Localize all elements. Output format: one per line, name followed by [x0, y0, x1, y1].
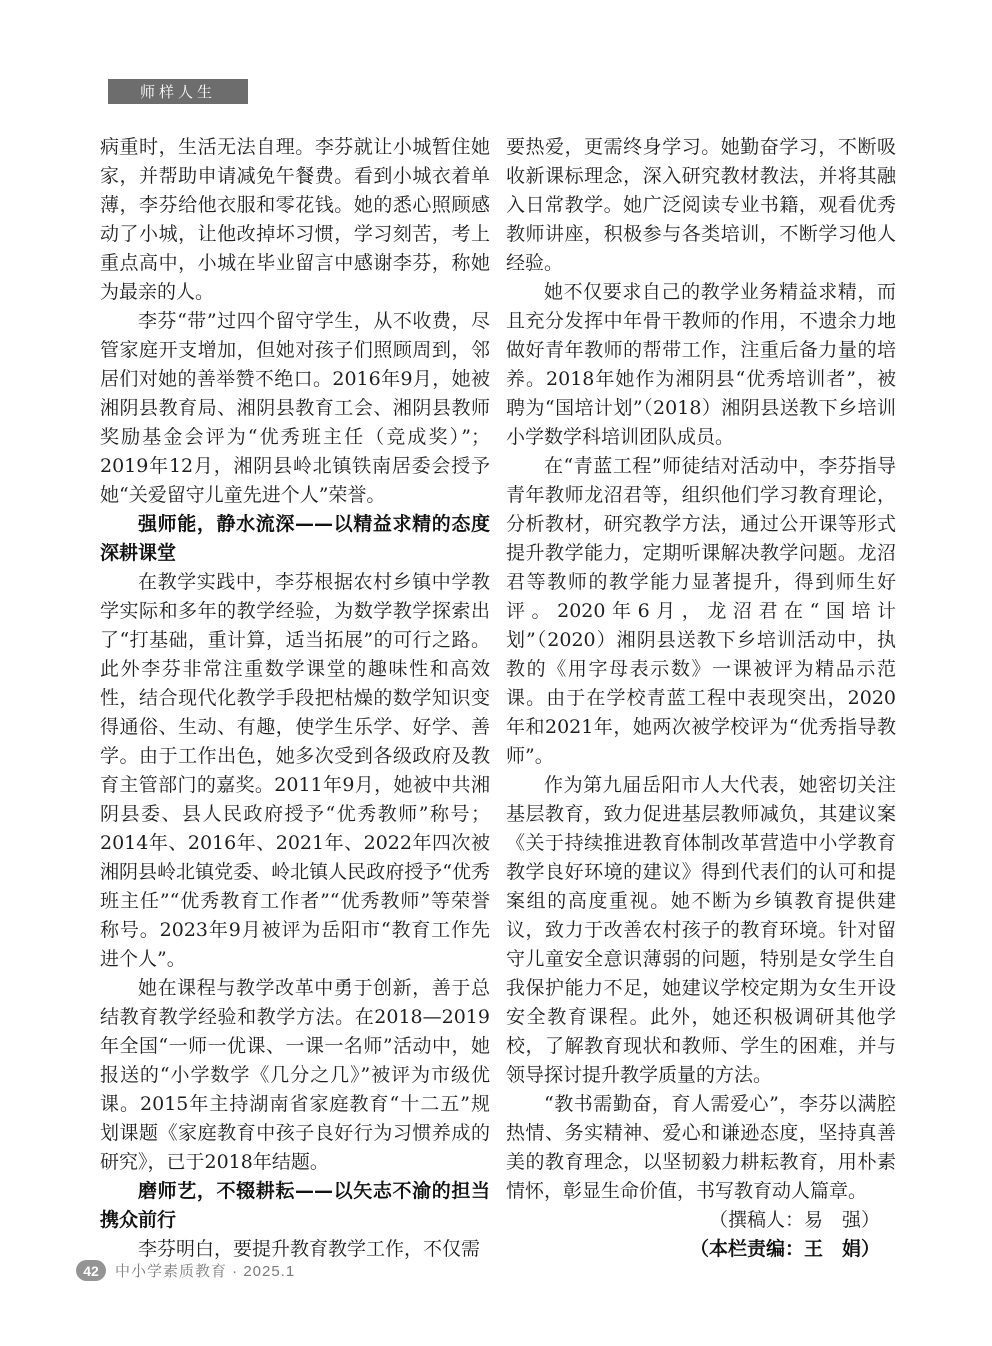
paragraph: 她不仅要求自己的教学业务精益求精，而且充分发挥中年骨干教师的作用，不遗余力地做好青年教师的帮带工作，注重后备力量的培养。2018年她作为湘阴县“优秀培训者”，被聘为“国培计划”（2018）湘阴县送教下乡培训小学数学科培训团队成员。 [506, 281, 896, 448]
journal-title: 中小学素质教育 · 2025.1 [115, 1263, 296, 1280]
page-number-badge: 42 [76, 1260, 106, 1281]
article-body [100, 133, 896, 1264]
paragraph: 李芬明白，要提升教育教学工作，不仅需 [138, 1238, 481, 1260]
editor-credit: （本栏责编：王 娟） [689, 1238, 880, 1260]
paragraph: “教书需勤奋，育人需爱心”，李芬以满腔热情、务实精神、爱心和谦逊态度，坚持真善美的教育理念，以坚韧毅力耕耘教育，用朴素情怀，彰显生命价值，书写教育动人篇章。 [506, 1093, 896, 1202]
paragraph-continued: 要热爱，更需终身学习。她勤奋学习，不断吸收新课标理念，深入研究教材教法，并将其融入日常教学。她广泛阅读专业书籍，观看优秀教师讲座，积极参与各类培训，不断学习他人经验。 [506, 136, 896, 274]
author-credit: （撰稿人：易 强） [708, 1209, 880, 1231]
left-column [100, 133, 490, 1264]
right-column [506, 133, 896, 1264]
paragraph-continued: 病重时，生活无法自理。李芬就让小城暂住她家，并帮助申请减免午餐费。看到小城衣着单薄，李芬给他衣服和零花钱。她的悉心照顾感动了小城，让他改掉坏习惯，学习刻苦，考上重点高中，小城在毕业留言中感谢李芬，称她为最亲的人。 [100, 136, 490, 303]
section-heading-1: 强师能，静水流深——以精益求精的态度深耕课堂 [100, 513, 490, 564]
section-heading-2: 磨师艺，不辍耕耘——以矢志不渝的担当携众前行 [100, 1180, 490, 1231]
section-tag-label: 师样人生 [139, 84, 216, 101]
paragraph: 李芬“带”过四个留守学生，从不收费，尽管家庭开支增加，但她对孩子们照顾周到，邻居们对她的善举赞不绝口。2016年9月，她被湘阴县教育局、湘阴县教育工会、湘阴县教师奖励基金会评为“优秀班主任（竞成奖）”；2019年12月，湘阴县岭北镇铁南居委会授予她“关爱留守儿童先进个人”荣誉。 [100, 310, 490, 506]
section-tag [108, 79, 248, 104]
page-footer [76, 1260, 295, 1281]
paragraph: 在教学实践中，李芬根据农村乡镇中学教学实际和多年的教学经验，为数学教学探索出了“打基础，重计算，适当拓展”的可行之路。此外李芬非常注重数学课堂的趣味性和高效性，结合现代化教学手段把枯燥的数学知识变得通俗、生动、有趣，使学生乐学、好学、善学。由于工作出色，她多次受到各级政府及教育主管部门的嘉奖。2011年9月，她被中共湘阴县委、县人民政府授予“优秀教师”称号；2014年、2016年、2021年、2022年四次被湘阴县岭北镇党委、岭北镇人民政府授予“优秀班主任”“优秀教育工作者”“优秀教师”等荣誉称号。2023年9月被评为岳阳市“教育工作先进个人”。 [100, 571, 490, 970]
paragraph: 她在课程与教学改革中勇于创新，善于总结教育教学经验和教学方法。在2018—2019年全国“一师一优课、一课一名师”活动中，她报送的“小学数学《几分之几》”被评为市级优课。2015年主持湖南省家庭教育“十二五”规划课题《家庭教育中孩子良好行为习惯养成的研究》，已于2018年结题。 [100, 977, 490, 1173]
paragraph: 作为第九届岳阳市人大代表，她密切关注基层教育，致力促进基层教师减负，其建议案《关于持续推进教育体制改革营造中小学教育教学良好环境的建议》得到代表们的认可和提案组的高度重视。她不断为乡镇教育提供建议，致力于改善农村孩子的教育环境。针对留守儿童安全意识薄弱的问题，特别是女学生自我保护能力不足，她建议学校定期为女生开设安全教育课程。此外，她还积极调研其他学校，了解教育现状和教师、学生的困难，并与领导探讨提升教学质量的方法。 [506, 774, 896, 1086]
paragraph: 在“青蓝工程”师徒结对活动中，李芬指导青年教师龙沼君等，组织他们学习教育理论，分析教材，研究教学方法，通过公开课等形式提升教学能力，定期听课解决教学问题。龙沼君等教师的教学能力显著提升，得到师生好评。2020年6月，龙沼君在“国培计划”（2020）湘阴县送教下乡培训活动中，执教的《用字母表示数》一课被评为精品示范课。由于在学校青蓝工程中表现突出，2020年和2021年，她两次被学校评为“优秀指导教师”。 [506, 455, 896, 767]
